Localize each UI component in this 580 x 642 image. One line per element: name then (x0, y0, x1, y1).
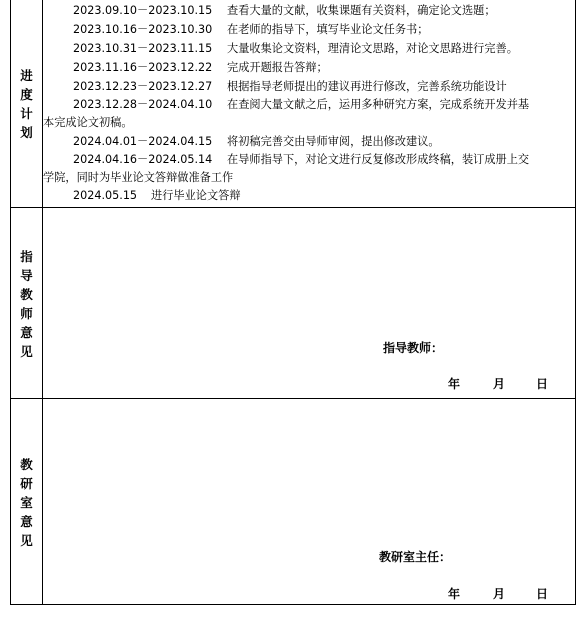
advisor-label-char: 教 (20, 286, 33, 302)
advisor-year-label: 年 (448, 377, 461, 391)
plan-line (73, 98, 529, 112)
plan-line (73, 80, 507, 94)
plan-date: 2023.12.28－2024.04.10 (73, 98, 213, 111)
plan-row (11, 0, 575, 207)
plan-line (73, 189, 241, 203)
plan-line (73, 4, 496, 18)
plan-label (11, 0, 43, 207)
office-label-char: 室 (20, 494, 33, 510)
plan-date: 2023.10.31－2023.11.15 (73, 42, 213, 55)
plan-label-char: 度 (20, 86, 33, 102)
advisor-label-char: 导 (20, 267, 33, 283)
office-month-label: 月 (493, 587, 506, 601)
advisor-label-char: 指 (20, 248, 33, 264)
plan-label-char: 计 (20, 105, 33, 121)
plan-date: 2024.05.15 (73, 189, 138, 202)
advisor-signature-label: 指导教师： (383, 341, 444, 355)
form-table (10, 0, 576, 605)
office-row (11, 398, 575, 605)
plan-date: 2024.04.01－2024.04.15 (73, 135, 213, 148)
plan-date: 2023.11.16－2023.12.22 (73, 61, 213, 74)
plan-label-char: 进 (20, 67, 33, 83)
plan-content (43, 0, 575, 207)
advisor-day-label: 日 (536, 377, 549, 391)
advisor-content (43, 208, 575, 399)
advisor-label-char: 见 (20, 343, 33, 359)
office-year-label: 年 (448, 587, 461, 601)
plan-text: 进行毕业论文答辩 (151, 189, 241, 202)
office-content (43, 399, 575, 605)
plan-line (73, 42, 518, 56)
plan-text: 完成开题报告答辩； (227, 61, 328, 74)
advisor-row (11, 207, 575, 399)
advisor-label (11, 208, 43, 399)
plan-line (73, 23, 428, 37)
plan-text: 在老师的指导下，填写毕业论文任务书； (227, 23, 429, 36)
advisor-month-label: 月 (493, 377, 506, 391)
plan-date: 2023.09.10－2023.10.15 (73, 4, 213, 17)
plan-date: 2023.12.23－2023.12.27 (73, 80, 213, 93)
office-label (11, 399, 43, 605)
plan-text: 根据指导老师提出的建议再进行修改，完善系统功能设计 (227, 80, 507, 93)
plan-text: 学院，同时为毕业论文答辩做准备工作 (43, 171, 234, 184)
plan-date: 2024.04.16－2024.05.14 (73, 153, 213, 166)
plan-text: 本完成论文初稿。 (43, 116, 133, 129)
plan-text: 在查阅大量文献之后，运用多种研究方案，完成系统开发并基 (227, 98, 530, 111)
plan-label-char: 划 (20, 124, 33, 140)
advisor-label-char: 师 (20, 305, 33, 321)
office-label-char: 见 (20, 532, 33, 548)
plan-line (43, 171, 233, 185)
office-signature-label: 教研室主任： (379, 550, 452, 564)
plan-text: 查看大量的文献，收集课题有关资料，确定论文选题； (227, 4, 496, 17)
office-label-char: 研 (20, 475, 33, 491)
plan-text: 大量收集论文资料，理清论文思路，对论文思路进行完善。 (227, 42, 518, 55)
plan-date: 2023.10.16－2023.10.30 (73, 23, 213, 36)
plan-line (73, 153, 529, 167)
office-day-label: 日 (536, 587, 549, 601)
office-label-char: 意 (20, 513, 33, 529)
plan-text: 在导师指导下，对论文进行反复修改形成终稿，装订成册上交 (227, 153, 530, 166)
plan-line (73, 61, 328, 75)
advisor-label-char: 意 (20, 324, 33, 340)
office-label-char: 教 (20, 456, 33, 472)
plan-line (43, 116, 133, 130)
plan-text: 将初稿完善交由导师审阅，提出修改建议。 (227, 135, 440, 148)
plan-line (73, 135, 440, 149)
